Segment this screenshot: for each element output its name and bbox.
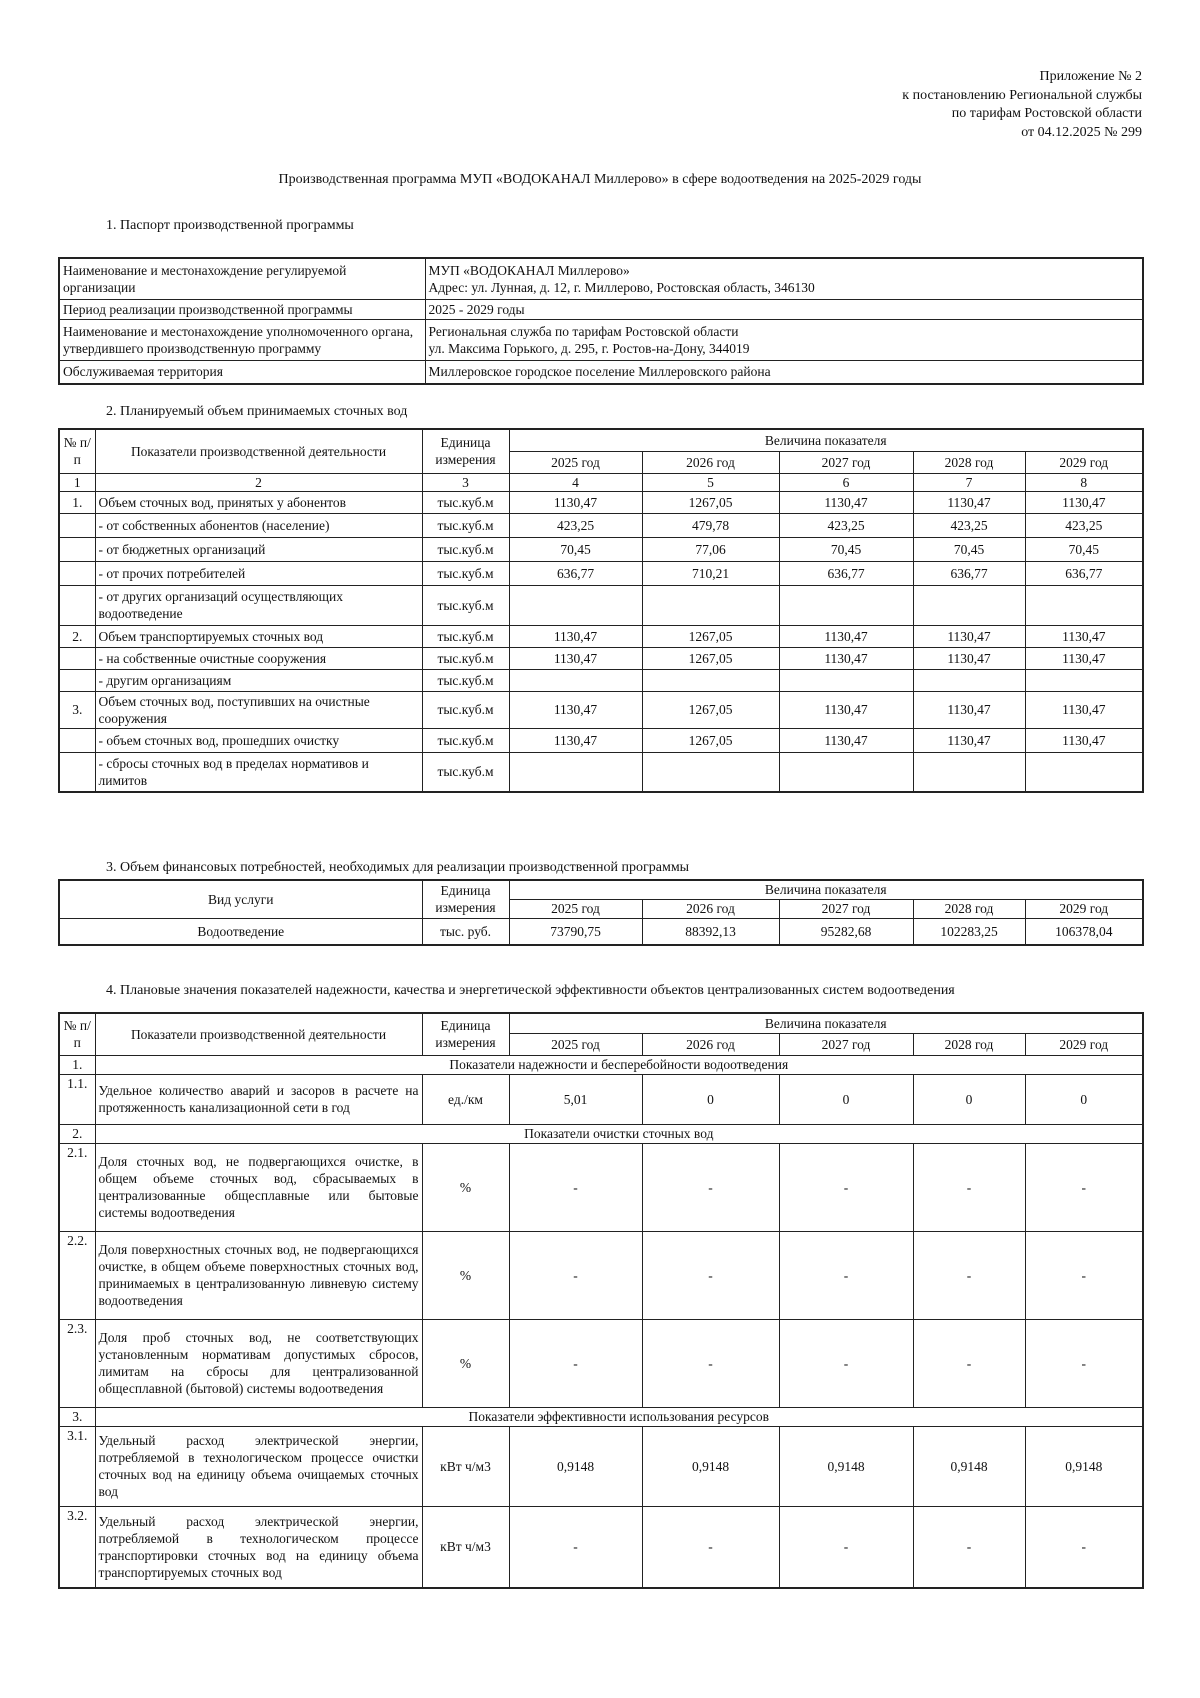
value-cell: 73790,75 bbox=[509, 918, 642, 945]
value-cell: - bbox=[779, 1143, 913, 1231]
section1-heading: 1. Паспорт производственной программы bbox=[106, 218, 354, 233]
passport-value-line: ул. Максима Горького, д. 295, г. Ростов-на-Дону, 344019 bbox=[428, 340, 750, 356]
reliability-indicators-body bbox=[59, 1013, 1143, 1588]
unit-cell: кВт ч/м3 bbox=[422, 1426, 509, 1506]
column-number: 3 bbox=[422, 473, 509, 491]
value-cell: - bbox=[642, 1506, 779, 1588]
value-cell: - bbox=[509, 1319, 642, 1407]
passport-row bbox=[59, 319, 1143, 360]
row-number bbox=[59, 728, 95, 752]
row-number: 1.1. bbox=[59, 1074, 95, 1124]
value-cell: - bbox=[642, 1143, 779, 1231]
value-cell: 0 bbox=[642, 1074, 779, 1124]
table-row bbox=[59, 625, 1143, 647]
row-number: 1. bbox=[59, 491, 95, 513]
passport-value-line: Адрес: ул. Лунная, д. 12, г. Миллерово, Ростовская область, 346130 bbox=[428, 279, 815, 295]
indicator-name: - от прочих потребителей bbox=[95, 561, 422, 585]
passport-label: Наименование и местонахождение уполномоченного органа, утвердившего производственную программу bbox=[59, 319, 425, 360]
value-cell: 1130,47 bbox=[1025, 728, 1143, 752]
value-cell: 636,77 bbox=[779, 561, 913, 585]
num-header: № п/п bbox=[59, 429, 95, 473]
value-cell: 1130,47 bbox=[509, 728, 642, 752]
table-row bbox=[59, 1231, 1143, 1319]
year-header: 2026 год bbox=[642, 451, 779, 473]
value-cell: - bbox=[509, 1143, 642, 1231]
row-number bbox=[59, 537, 95, 561]
indicator-name: - сбросы сточных вод в пределах нормативов и лимитов bbox=[95, 752, 422, 792]
value-cell: 710,21 bbox=[642, 561, 779, 585]
appendix-line: Приложение № 2 bbox=[1039, 69, 1142, 84]
value-cell: 636,77 bbox=[913, 561, 1025, 585]
unit-cell: тыс.куб.м bbox=[422, 513, 509, 537]
column-number: 7 bbox=[913, 473, 1025, 491]
unit-header: Единица измерения bbox=[422, 1013, 509, 1055]
row-number: 3.2. bbox=[59, 1506, 95, 1588]
value-cell: - bbox=[913, 1143, 1025, 1231]
passport-label: Обслуживаемая территория bbox=[59, 360, 425, 384]
passport-value-line: Региональная служба по тарифам Ростовской области bbox=[428, 323, 739, 339]
indicator-name: Объем сточных вод, поступивших на очистные сооружения bbox=[95, 691, 422, 728]
value-cell bbox=[509, 669, 642, 691]
indicator-name: Удельный расход электрической энергии, потребляемой в технологическом процессе транспортировки сточных вод на единицу объема транспортируемых сточных вод bbox=[95, 1506, 422, 1588]
table-row bbox=[59, 585, 1143, 625]
value-cell bbox=[642, 585, 779, 625]
unit-cell: тыс.куб.м bbox=[422, 691, 509, 728]
column-number: 8 bbox=[1025, 473, 1143, 491]
passport-value bbox=[425, 319, 1143, 360]
row-number: 2.1. bbox=[59, 1143, 95, 1231]
indicator-name: - объем сточных вод, прошедших очистку bbox=[95, 728, 422, 752]
value-cell: - bbox=[779, 1506, 913, 1588]
group-title: Показатели эффективности использования ресурсов bbox=[95, 1407, 1143, 1426]
value-cell bbox=[1025, 585, 1143, 625]
service-header: Вид услуги bbox=[59, 880, 422, 918]
value-cell: 1130,47 bbox=[779, 691, 913, 728]
value-cell: 1130,47 bbox=[509, 647, 642, 669]
row-number: 2. bbox=[59, 625, 95, 647]
appendix-header bbox=[902, 68, 1142, 142]
value-cell: 0,9148 bbox=[913, 1426, 1025, 1506]
row-number bbox=[59, 513, 95, 537]
value-cell: 1130,47 bbox=[509, 625, 642, 647]
table-row bbox=[59, 1143, 1143, 1231]
section2-heading: 2. Планируемый объем принимаемых сточных вод bbox=[106, 404, 408, 419]
column-number: 4 bbox=[509, 473, 642, 491]
column-number: 2 bbox=[95, 473, 422, 491]
value-cell: 1130,47 bbox=[1025, 491, 1143, 513]
value-cell bbox=[642, 669, 779, 691]
unit-cell: тыс.куб.м bbox=[422, 647, 509, 669]
year-header: 2029 год bbox=[1025, 1033, 1143, 1055]
value-cell: 70,45 bbox=[1025, 537, 1143, 561]
indicator-name: Доля поверхностных сточных вод, не подвергающихся очистке, в общем объеме поверхностных сточных вод, принимаемых в централизованную ливневую систему водоотведения bbox=[95, 1231, 422, 1319]
passport-row bbox=[59, 360, 1143, 384]
value-cell: 1130,47 bbox=[1025, 647, 1143, 669]
year-header: 2025 год bbox=[509, 1033, 642, 1055]
table-row bbox=[59, 728, 1143, 752]
value-cell: 0 bbox=[779, 1074, 913, 1124]
value-cell bbox=[1025, 669, 1143, 691]
value-cell: - bbox=[642, 1231, 779, 1319]
year-header: 2029 год bbox=[1025, 899, 1143, 918]
value-cell: 70,45 bbox=[913, 537, 1025, 561]
column-number: 6 bbox=[779, 473, 913, 491]
value-cell bbox=[1025, 752, 1143, 792]
column-number: 5 bbox=[642, 473, 779, 491]
value-cell: 0 bbox=[913, 1074, 1025, 1124]
table-row bbox=[59, 561, 1143, 585]
value-cell: 636,77 bbox=[509, 561, 642, 585]
table-header-row bbox=[59, 429, 1143, 451]
value-cell: 1130,47 bbox=[1025, 691, 1143, 728]
value-cell bbox=[913, 669, 1025, 691]
value-cell: 0,9148 bbox=[509, 1426, 642, 1506]
value-cell: - bbox=[509, 1231, 642, 1319]
value-cell: 106378,04 bbox=[1025, 918, 1143, 945]
reliability-indicators-table bbox=[58, 1012, 1144, 1589]
value-cell: 95282,68 bbox=[779, 918, 913, 945]
group-number: 2. bbox=[59, 1124, 95, 1143]
value-cell: - bbox=[509, 1506, 642, 1588]
value-cell: 1267,05 bbox=[642, 647, 779, 669]
value-cell: 1130,47 bbox=[509, 691, 642, 728]
value-cell: 1267,05 bbox=[642, 625, 779, 647]
value-cell: 1130,47 bbox=[509, 491, 642, 513]
unit-cell: кВт ч/м3 bbox=[422, 1506, 509, 1588]
value-cell: 423,25 bbox=[779, 513, 913, 537]
value-cell bbox=[913, 585, 1025, 625]
value-cell: - bbox=[779, 1319, 913, 1407]
value-cell: 1130,47 bbox=[1025, 625, 1143, 647]
unit-cell: % bbox=[422, 1143, 509, 1231]
table-row bbox=[59, 1506, 1143, 1588]
value-cell: - bbox=[913, 1319, 1025, 1407]
value-header: Величина показателя bbox=[509, 429, 1143, 451]
value-cell: 0 bbox=[1025, 1074, 1143, 1124]
passport-value bbox=[425, 258, 1143, 299]
row-number: 3. bbox=[59, 691, 95, 728]
value-cell: 1267,05 bbox=[642, 691, 779, 728]
table-row bbox=[59, 537, 1143, 561]
unit-cell: тыс.куб.м bbox=[422, 537, 509, 561]
table-row bbox=[59, 752, 1143, 792]
value-cell: 1267,05 bbox=[642, 491, 779, 513]
financial-needs-table bbox=[58, 879, 1144, 946]
row-number: 2.3. bbox=[59, 1319, 95, 1407]
indicator-name: - от других организаций осуществляющих водоотведение bbox=[95, 585, 422, 625]
unit-cell: % bbox=[422, 1231, 509, 1319]
unit-cell: ед./км bbox=[422, 1074, 509, 1124]
row-number bbox=[59, 561, 95, 585]
value-cell: 1130,47 bbox=[779, 491, 913, 513]
value-cell: 1267,05 bbox=[642, 728, 779, 752]
value-cell bbox=[779, 752, 913, 792]
table-row bbox=[59, 491, 1143, 513]
group-number: 3. bbox=[59, 1407, 95, 1426]
year-header: 2026 год bbox=[642, 899, 779, 918]
table-row bbox=[59, 691, 1143, 728]
unit-cell: тыс.куб.м bbox=[422, 561, 509, 585]
passport-value: 2025 - 2029 годы bbox=[425, 299, 1143, 319]
indicators-header: Показатели производственной деятельности bbox=[95, 429, 422, 473]
indicator-name: - от собственных абонентов (население) bbox=[95, 513, 422, 537]
value-cell: 77,06 bbox=[642, 537, 779, 561]
value-cell: - bbox=[1025, 1143, 1143, 1231]
value-cell: 423,25 bbox=[509, 513, 642, 537]
value-cell bbox=[779, 669, 913, 691]
passport-table bbox=[58, 257, 1144, 385]
value-cell: 1130,47 bbox=[913, 647, 1025, 669]
value-cell: 70,45 bbox=[779, 537, 913, 561]
unit-cell: тыс.куб.м bbox=[422, 669, 509, 691]
indicator-name: - другим организациям bbox=[95, 669, 422, 691]
group-row bbox=[59, 1055, 1143, 1074]
value-cell: 0,9148 bbox=[642, 1426, 779, 1506]
unit-cell: тыс.куб.м bbox=[422, 728, 509, 752]
year-header: 2028 год bbox=[913, 899, 1025, 918]
indicator-name: Доля проб сточных вод, не соответствующих установленным нормативам допустимых сбросов, лимитам на сбросы для централизованной общесплавной (бытовой) системы водоотведения bbox=[95, 1319, 422, 1407]
value-cell: 479,78 bbox=[642, 513, 779, 537]
appendix-line: по тарифам Ростовской области bbox=[951, 106, 1142, 121]
unit-cell: % bbox=[422, 1319, 509, 1407]
table-row bbox=[59, 1319, 1143, 1407]
group-row bbox=[59, 1407, 1143, 1426]
value-cell bbox=[779, 585, 913, 625]
wastewater-volume-table bbox=[58, 428, 1144, 793]
value-cell: - bbox=[913, 1231, 1025, 1319]
value-cell: 5,01 bbox=[509, 1074, 642, 1124]
value-cell: 1130,47 bbox=[913, 625, 1025, 647]
value-cell: - bbox=[642, 1319, 779, 1407]
table-row bbox=[59, 647, 1143, 669]
row-number: 2.2. bbox=[59, 1231, 95, 1319]
indicator-name: Доля сточных вод, не подвергающихся очистке, в общем объеме сточных вод, сбрасываемых в централизованные общесплавные или бытовые системы водоотведения bbox=[95, 1143, 422, 1231]
table-row bbox=[59, 918, 1143, 945]
unit-cell: тыс. руб. bbox=[422, 918, 509, 945]
column-numbers-row bbox=[59, 473, 1143, 491]
value-header: Величина показателя bbox=[509, 1013, 1143, 1033]
value-cell: 1130,47 bbox=[913, 691, 1025, 728]
value-cell: 70,45 bbox=[509, 537, 642, 561]
wastewater-volume-body bbox=[59, 429, 1143, 792]
value-cell: 1130,47 bbox=[779, 728, 913, 752]
appendix-line: к постановлению Региональной службы bbox=[902, 87, 1142, 103]
table-row bbox=[59, 1074, 1143, 1124]
row-number: 3.1. bbox=[59, 1426, 95, 1506]
unit-cell: тыс.куб.м bbox=[422, 752, 509, 792]
value-cell bbox=[642, 752, 779, 792]
section4-heading: 4. Плановые значения показателей надежности, качества и энергетической эффективности объектов централизованных систем водоотведения bbox=[106, 983, 955, 998]
group-title: Показатели надежности и бесперебойности водоотведения bbox=[95, 1055, 1143, 1074]
indicator-name: Объем транспортируемых сточных вод bbox=[95, 625, 422, 647]
num-header: № п/п bbox=[59, 1013, 95, 1055]
value-cell: 1130,47 bbox=[779, 625, 913, 647]
value-cell: 423,25 bbox=[1025, 513, 1143, 537]
passport-label: Наименование и местонахождение регулируемой организации bbox=[59, 258, 425, 299]
section3-heading: 3. Объем финансовых потребностей, необходимых для реализации производственной программы bbox=[106, 860, 690, 875]
year-header: 2025 год bbox=[509, 451, 642, 473]
passport-value-line: МУП «ВОДОКАНАЛ Миллерово» bbox=[428, 262, 630, 278]
value-cell: 1130,47 bbox=[913, 728, 1025, 752]
value-cell: - bbox=[779, 1231, 913, 1319]
value-cell: 423,25 bbox=[913, 513, 1025, 537]
group-number: 1. bbox=[59, 1055, 95, 1074]
row-number bbox=[59, 647, 95, 669]
passport-row bbox=[59, 258, 1143, 299]
row-number bbox=[59, 669, 95, 691]
indicator-name: Удельный расход электрической энергии, потребляемой в технологическом процессе очистки сточных вод на единицу объема очищаемых сточных вод bbox=[95, 1426, 422, 1506]
unit-cell: тыс.куб.м bbox=[422, 625, 509, 647]
indicator-name: Объем сточных вод, принятых у абонентов bbox=[95, 491, 422, 513]
value-cell: 0,9148 bbox=[1025, 1426, 1143, 1506]
unit-cell: тыс.куб.м bbox=[422, 491, 509, 513]
group-row bbox=[59, 1124, 1143, 1143]
document-title: Производственная программа МУП «ВОДОКАНАЛ Миллерово» в сфере водоотведения на 2025-2029 годы bbox=[278, 172, 922, 187]
row-number bbox=[59, 585, 95, 625]
passport-row bbox=[59, 299, 1143, 319]
unit-header: Единица измерения bbox=[422, 880, 509, 918]
passport-value: Миллеровское городское поселение Миллеровского района bbox=[425, 360, 1143, 384]
value-cell: 1130,47 bbox=[779, 647, 913, 669]
table-row bbox=[59, 669, 1143, 691]
table-row bbox=[59, 1426, 1143, 1506]
table-header-row bbox=[59, 1013, 1143, 1033]
value-header: Величина показателя bbox=[509, 880, 1143, 899]
value-cell: 88392,13 bbox=[642, 918, 779, 945]
value-cell: 102283,25 bbox=[913, 918, 1025, 945]
passport-label: Период реализации производственной программы bbox=[59, 299, 425, 319]
value-cell: - bbox=[1025, 1506, 1143, 1588]
value-cell bbox=[509, 752, 642, 792]
year-header: 2028 год bbox=[913, 1033, 1025, 1055]
year-header: 2027 год bbox=[779, 899, 913, 918]
year-header: 2029 год bbox=[1025, 451, 1143, 473]
value-cell: 1130,47 bbox=[913, 491, 1025, 513]
value-cell: - bbox=[1025, 1319, 1143, 1407]
service-name: Водоотведение bbox=[59, 918, 422, 945]
year-header: 2027 год bbox=[779, 451, 913, 473]
indicators-header: Показатели производственной деятельности bbox=[95, 1013, 422, 1055]
value-cell bbox=[509, 585, 642, 625]
appendix-line: от 04.12.2025 № 299 bbox=[1021, 124, 1142, 140]
row-number bbox=[59, 752, 95, 792]
year-header: 2027 год bbox=[779, 1033, 913, 1055]
year-header: 2026 год bbox=[642, 1033, 779, 1055]
unit-cell: тыс.куб.м bbox=[422, 585, 509, 625]
indicator-name: Удельное количество аварий и засоров в расчете на протяженность канализационной сети в год bbox=[95, 1074, 422, 1124]
value-cell: 636,77 bbox=[1025, 561, 1143, 585]
value-cell: - bbox=[913, 1506, 1025, 1588]
indicator-name: - от бюджетных организаций bbox=[95, 537, 422, 561]
year-header: 2028 год bbox=[913, 451, 1025, 473]
column-number: 1 bbox=[59, 473, 95, 491]
year-header: 2025 год bbox=[509, 899, 642, 918]
table-header-row bbox=[59, 880, 1143, 899]
value-cell: - bbox=[1025, 1231, 1143, 1319]
value-cell: 0,9148 bbox=[779, 1426, 913, 1506]
unit-header: Единица измерения bbox=[422, 429, 509, 473]
group-title: Показатели очистки сточных вод bbox=[95, 1124, 1143, 1143]
value-cell bbox=[913, 752, 1025, 792]
table-row bbox=[59, 513, 1143, 537]
indicator-name: - на собственные очистные сооружения bbox=[95, 647, 422, 669]
